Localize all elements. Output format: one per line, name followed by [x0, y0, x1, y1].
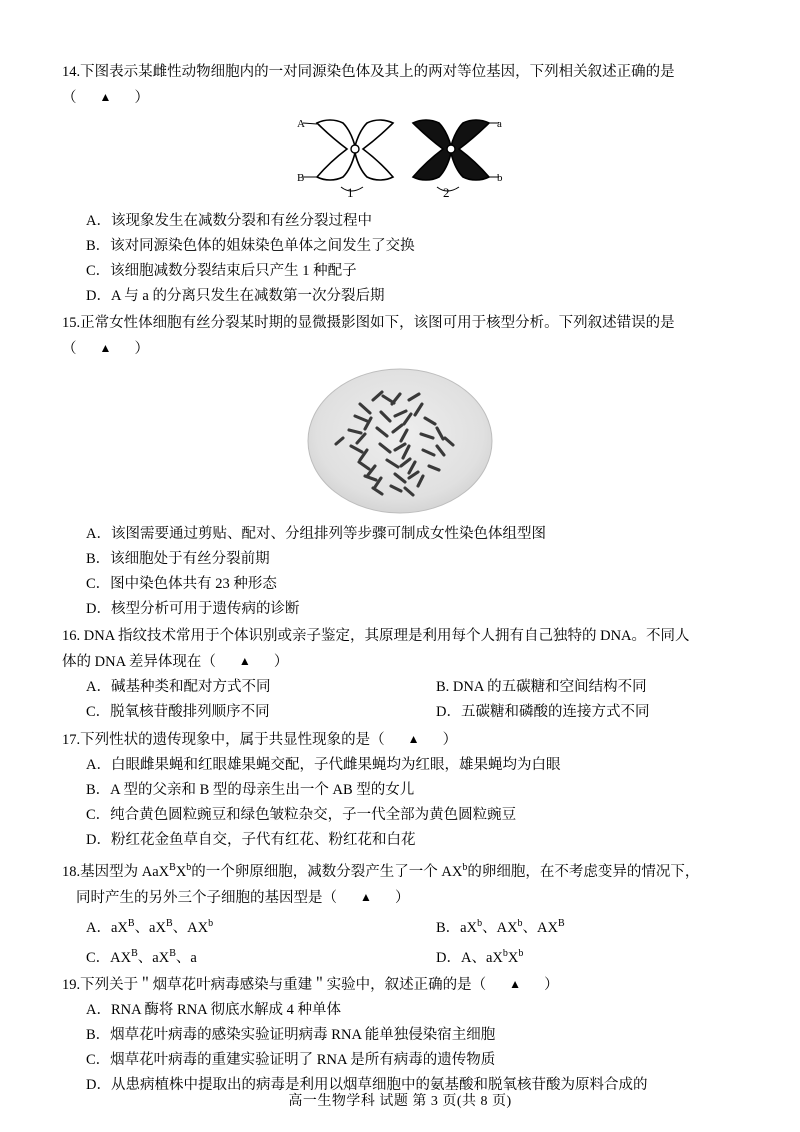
question-17-option-d[interactable]: D．粉红花金鱼草自交，子代有红花、粉红花和白花 [86, 832, 416, 848]
question-15-option-b[interactable]: B．该细胞处于有丝分裂前期 [86, 551, 270, 567]
question-16-option-row-2 [62, 700, 738, 725]
question-17-option-a[interactable]: A．白眼雌果蝇和红眼雄果蝇交配，子代雌果蝇均为红眼，雄果蝇均为白眼 [86, 757, 561, 773]
q18d-sup: b [502, 947, 508, 959]
question-17-stem-text: 17.下列性状的遗传现象中，属于共显性现象的是（ [62, 732, 385, 748]
question-19-option-b[interactable]: B．烟草花叶病毒的感染实验证明病毒 RNA 能单独侵染宿主细胞 [86, 1027, 496, 1044]
karyotype-micrograph-svg [305, 366, 495, 516]
q18c-mid: 、aX [137, 949, 170, 966]
question-16-option-b[interactable]: B. DNA 的五碳糖和空间结构不同 [436, 679, 647, 695]
question-17-stem [62, 727, 738, 753]
question-15-answer-line [62, 336, 738, 362]
question-17-option-b[interactable]: B．A 型的父亲和 B 型的母亲生出一个 AB 型的女儿 [86, 782, 415, 798]
question-14-option-a[interactable]: A．该现象发生在减数分裂和有丝分裂过程中 [86, 213, 372, 229]
answer-blank-19[interactable]: ▲ [509, 977, 522, 992]
label-A: A [297, 118, 305, 130]
question-16 [62, 624, 738, 725]
label-1: 1 [347, 185, 354, 200]
question-19-stem [62, 972, 738, 998]
q18a-pre: A．aX [86, 919, 128, 936]
label-a: a [497, 118, 502, 130]
q18a-sup: B [127, 917, 135, 929]
question-16-option-row-1 [62, 675, 738, 700]
question-18-stem-line2 [62, 885, 738, 911]
question-18-option-b[interactable] [436, 911, 565, 941]
question-16-stem: 16. DNA 指纹技术常用于个体识别或亲子鉴定，其原理是利用每个人拥有自己独特的 DNA。不同人 [62, 628, 690, 644]
question-18-stem-line2-text: 同时产生的另外三个子细胞的基因型是（ [76, 889, 337, 906]
question-18 [62, 855, 738, 970]
question-16-option-d[interactable]: D．五碳糖和磷酸的连接方式不同 [436, 704, 650, 720]
q18-mid2: 的一个卵原细胞，减数分裂产生了一个 AX [191, 863, 463, 880]
q18a-sup3: b [208, 917, 214, 929]
question-18-option-row-2 [62, 941, 738, 971]
label-B: B [297, 172, 305, 184]
question-14-figure [62, 115, 738, 203]
question-16-option-a[interactable]: A．碱基种类和配对方式不同 [86, 679, 271, 695]
question-18-option-row-1 [62, 911, 738, 941]
paren-open: （ [62, 341, 77, 357]
question-14-stem: 14.下图表示某雌性动物细胞内的一对同源染色体及其上的两对等位基因，下列相关叙述正确的是 [62, 64, 675, 80]
question-14-option-b[interactable]: B．该对同源染色体的姐妹染色单体之间发生了交换 [86, 238, 415, 254]
question-15 [62, 311, 738, 622]
q18-sup2: b [186, 862, 192, 873]
question-19-option-c[interactable]: C．烟草花叶病毒的重建实验证明了 RNA 是所有病毒的遗传物质 [86, 1052, 496, 1069]
q18c-sup2: B [169, 947, 176, 959]
question-16-stem-line2-text: 体的 DNA 差异体现在（ [62, 654, 216, 670]
q18c-mid2: 、a [175, 949, 197, 966]
q18a-mid2: 、AX [172, 919, 209, 936]
question-18-option-a[interactable] [86, 911, 436, 941]
answer-blank-17[interactable]: ▲ [407, 732, 420, 746]
question-19-option-a[interactable]: A．RNA 酶将 RNA 彻底水解成 4 种单体 [86, 1002, 341, 1019]
q18b-sup2: b [517, 917, 523, 929]
answer-blank-18[interactable]: ▲ [360, 889, 372, 904]
paren-close: ） [134, 90, 149, 106]
q18-mid1: X [175, 863, 187, 880]
q18b-mid: 、AX [482, 919, 518, 936]
question-18-option-c[interactable] [86, 941, 436, 971]
q18c-sup: B [131, 947, 138, 959]
q18d-sup2: b [518, 947, 524, 959]
answer-blank-14[interactable]: ▲ [99, 90, 112, 104]
paren-close: ） [273, 654, 289, 670]
homologous-chromosome-diagram-svg [295, 115, 505, 203]
paren-open: （ [62, 90, 77, 106]
question-14-option-c[interactable]: C．该细胞减数分裂结束后只产生 1 种配子 [86, 263, 357, 279]
question-15-figure [62, 366, 738, 516]
paren-close: ） [395, 889, 410, 906]
question-14-option-d[interactable]: D．A 与 a 的分离只发生在减数第一次分裂后期 [86, 288, 385, 304]
q18-sup1: B [169, 862, 176, 873]
question-19-stem-text: 19.下列关于＂烟草花叶病毒感染与重建＂实验中，叙述正确的是（ [62, 977, 487, 994]
label-2: 2 [443, 185, 450, 200]
question-14 [62, 60, 738, 309]
question-15-option-c[interactable]: C．图中染色体共有 23 种形态 [86, 576, 277, 592]
q18a-mid: 、aX [134, 919, 166, 936]
question-15-option-d[interactable]: D．核型分析可用于遗传病的诊断 [86, 601, 300, 617]
question-15-stem: 15.正常女性体细胞有丝分裂某时期的显微摄影图如下，该图可用于核型分析。下列叙述错误的是 [62, 315, 675, 331]
q18-sup3: b [462, 862, 468, 873]
q18b-sup3: B [558, 917, 565, 929]
question-16-option-c[interactable]: C．脱氧核苷酸排列顺序不同 [86, 704, 270, 720]
page-footer: 高一生物学科 试题 第 3 页(共 8 页) [288, 1094, 512, 1109]
question-19-option-d[interactable]: D．从患病植株中提取出的病毒是利用以烟草细胞中的氨基酸和脱氧核苷酸为原料合成的 [86, 1077, 648, 1094]
q18d-pre: D．A、aX [436, 949, 503, 966]
q18a-sup2: B [165, 917, 173, 929]
question-18-option-d[interactable] [436, 941, 523, 971]
question-17-option-c[interactable]: C．纯合黄色圆粒豌豆和绿色皱粒杂交，子一代全部为黄色圆粒豌豆 [86, 807, 517, 823]
paren-close: ） [134, 341, 149, 357]
paren-close: ） [442, 732, 458, 748]
question-19 [62, 972, 738, 1098]
answer-blank-16[interactable]: ▲ [238, 654, 251, 668]
question-18-stem [62, 855, 738, 885]
q18c-pre: C．AX [86, 949, 132, 966]
label-b: b [497, 172, 503, 184]
question-14-answer-line [62, 85, 738, 111]
q18-post: 的卵细胞，在不考虑变异的情况下， [467, 863, 700, 880]
question-16-stem-line2 [62, 649, 738, 675]
question-15-option-a[interactable]: A．该图需要通过剪贴、配对、分组排列等步骤可制成女性染色体组型图 [86, 526, 546, 542]
q18b-mid2: 、AX [522, 919, 558, 936]
q18b-sup: b [477, 917, 483, 929]
q18-pre: 18.基因型为 AaX [62, 863, 170, 880]
answer-blank-15[interactable]: ▲ [99, 341, 112, 355]
paren-close: ） [544, 977, 559, 994]
q18b-pre: B．aX [436, 919, 478, 936]
question-17 [62, 727, 738, 853]
q18d-mid: X [507, 949, 519, 966]
